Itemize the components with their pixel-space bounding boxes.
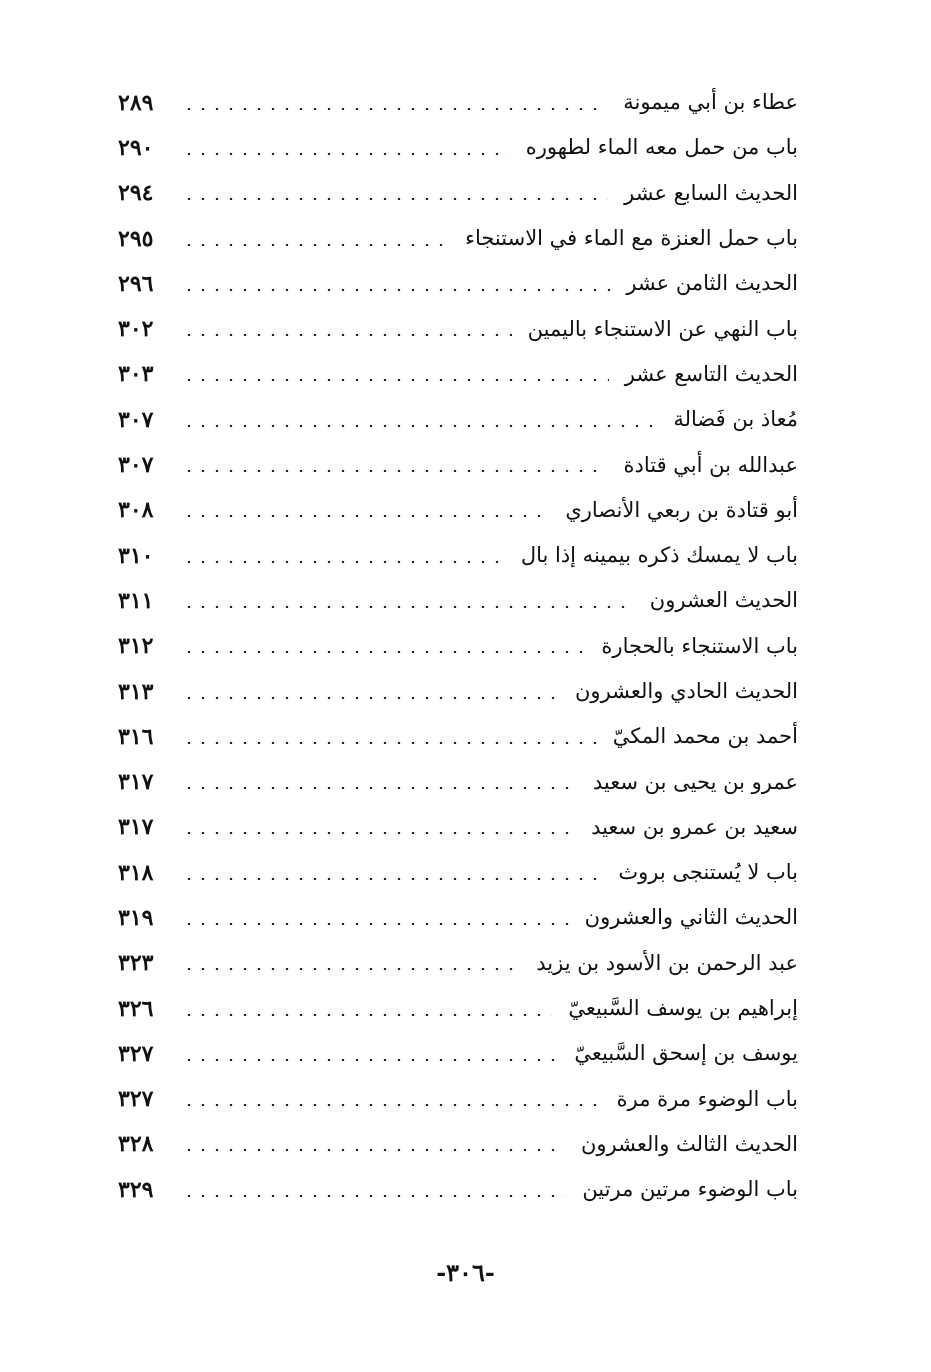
toc-entry <box>118 578 798 623</box>
toc-entry <box>118 533 798 578</box>
toc-entry-title: الحديث العشرون <box>649 588 798 613</box>
toc-entry-page-number: ٣١٠ <box>118 542 154 569</box>
toc-entry <box>118 1122 798 1167</box>
toc-entry-page-number: ٣١٦ <box>118 723 154 750</box>
toc-entry-title: باب لا يُستنجى بروث <box>618 860 798 885</box>
dot-leader <box>182 832 575 834</box>
toc-entry <box>118 442 798 487</box>
dot-leader <box>182 108 607 110</box>
toc-entry-title: باب من حمل معه الماء لطهوره <box>525 135 798 160</box>
toc-entry-page-number: ٢٩٠ <box>118 134 154 161</box>
toc-entry-title: يوسف بن إسحق السَّبيعيّ <box>574 1041 798 1066</box>
toc-entry-title: باب حمل العنزة مع الماء في الاستنجاء <box>465 226 798 251</box>
toc-entry <box>118 669 798 714</box>
toc-entry <box>118 171 798 216</box>
toc-entry <box>118 216 798 261</box>
toc-entry-page-number: ٣٠٣ <box>118 361 154 388</box>
dot-leader <box>182 697 559 699</box>
toc-entry-page-number: ٣١٢ <box>118 633 154 660</box>
toc-entry-page-number: ٣٠٧ <box>118 452 154 479</box>
toc-entry <box>118 895 798 940</box>
toc-entry-title: الحديث الحادي والعشرون <box>575 679 798 703</box>
table-of-contents <box>118 80 798 1212</box>
toc-entry-title: باب الوضوء مرة مرة <box>616 1086 798 1111</box>
toc-entry-title: الحديث السابع عشر <box>624 180 798 205</box>
toc-entry-title: الحديث الثالث والعشرون <box>580 1131 798 1156</box>
toc-entry-title: باب الاستنجاء بالحجارة <box>601 633 798 658</box>
toc-entry-title: عطاء بن أبي ميمونة <box>623 90 798 115</box>
toc-entry <box>118 714 798 759</box>
dot-leader <box>182 244 449 246</box>
toc-entry <box>118 759 798 804</box>
dot-leader <box>182 1059 558 1061</box>
toc-entry-title: عمرو بن يحيى بن سعيد <box>592 769 798 794</box>
toc-entry <box>118 397 798 442</box>
toc-entry-title: سعيد بن عمرو بن سعيد <box>591 814 798 839</box>
toc-entry-page-number: ٣٢٦ <box>118 995 154 1022</box>
dot-leader <box>182 651 585 653</box>
toc-entry-title: الحديث التاسع عشر <box>624 361 798 386</box>
toc-entry <box>118 488 798 533</box>
dot-leader <box>182 289 610 291</box>
dot-leader <box>182 742 597 744</box>
toc-entry-page-number: ٣١٧ <box>118 814 154 841</box>
toc-entry-title: باب لا يمسك ذكره بيمينه إذا بال <box>520 543 798 568</box>
toc-entry <box>118 80 798 125</box>
toc-entry-title: باب الوضوء مرتين مرتين <box>582 1177 798 1202</box>
toc-entry-title: أبو قتادة بن ربعي الأنصاري <box>565 497 798 522</box>
toc-entry <box>118 1167 798 1212</box>
dot-leader <box>182 334 512 336</box>
dot-leader <box>182 515 549 517</box>
toc-entry-page-number: ٣٠٨ <box>118 497 154 524</box>
dot-leader <box>182 1149 565 1151</box>
dot-leader <box>182 1014 552 1016</box>
dot-leader <box>182 1104 601 1106</box>
toc-entry <box>118 352 798 397</box>
toc-entry-title: الحديث الثامن عشر <box>626 271 798 296</box>
dot-leader <box>182 153 510 155</box>
toc-entry-page-number: ٣٢٩ <box>118 1176 154 1203</box>
dot-leader <box>182 1195 566 1197</box>
toc-entry <box>118 941 798 986</box>
toc-entry-page-number: ٣١٣ <box>118 678 154 705</box>
dot-leader <box>182 606 634 608</box>
dot-leader <box>182 923 569 925</box>
toc-entry-page-number: ٢٩٦ <box>118 270 154 297</box>
dot-leader <box>182 198 608 200</box>
toc-entry <box>118 850 798 895</box>
toc-entry-title: أحمد بن محمد المكيّ <box>612 724 798 749</box>
toc-entry <box>118 306 798 351</box>
toc-entry <box>118 1031 798 1076</box>
toc-entry-page-number: ٣١١ <box>118 587 154 614</box>
dot-leader <box>182 787 577 789</box>
dot-leader <box>182 425 657 427</box>
toc-entry-title: الحديث الثاني والعشرون <box>584 905 798 930</box>
toc-entry-page-number: ٣٢٣ <box>118 950 154 977</box>
toc-entry-title: مُعاذ بن فَضالة <box>673 407 798 432</box>
toc-entry <box>118 624 798 669</box>
toc-entry-page-number: ٢٨٩ <box>118 89 154 116</box>
toc-entry-page-number: ٢٩٥ <box>118 225 154 252</box>
dot-leader <box>182 561 505 563</box>
toc-entry-page-number: ٣١٧ <box>118 769 154 796</box>
toc-entry <box>118 1077 798 1122</box>
toc-entry-title: عبدالله بن أبي قتادة <box>623 452 798 477</box>
dot-leader <box>182 878 602 880</box>
toc-entry <box>118 261 798 306</box>
toc-entry-page-number: ٣١٨ <box>118 859 154 886</box>
dot-leader <box>182 379 609 381</box>
toc-entry-title: باب النهي عن الاستنجاء باليمين <box>527 316 798 341</box>
toc-entry-page-number: ٣٢٧ <box>118 1040 154 1067</box>
toc-entry-page-number: ٢٩٤ <box>118 180 154 207</box>
toc-entry-page-number: ٣٠٧ <box>118 406 154 433</box>
toc-entry-page-number: ٣١٩ <box>118 904 154 931</box>
toc-entry <box>118 125 798 170</box>
toc-entry-page-number: ٣٢٨ <box>118 1131 154 1158</box>
toc-entry-page-number: ٣٠٢ <box>118 316 154 343</box>
toc-entry <box>118 805 798 850</box>
toc-entry <box>118 986 798 1031</box>
dot-leader <box>182 968 520 970</box>
toc-entry-title: عبد الرحمن بن الأسود بن يزيد <box>536 950 798 975</box>
page-number: -٣٠٦- <box>436 1258 495 1287</box>
toc-entry-title: إبراهيم بن يوسف السَّبيعيّ <box>568 996 798 1021</box>
dot-leader <box>182 470 607 472</box>
toc-entry-page-number: ٣٢٧ <box>118 1086 154 1113</box>
